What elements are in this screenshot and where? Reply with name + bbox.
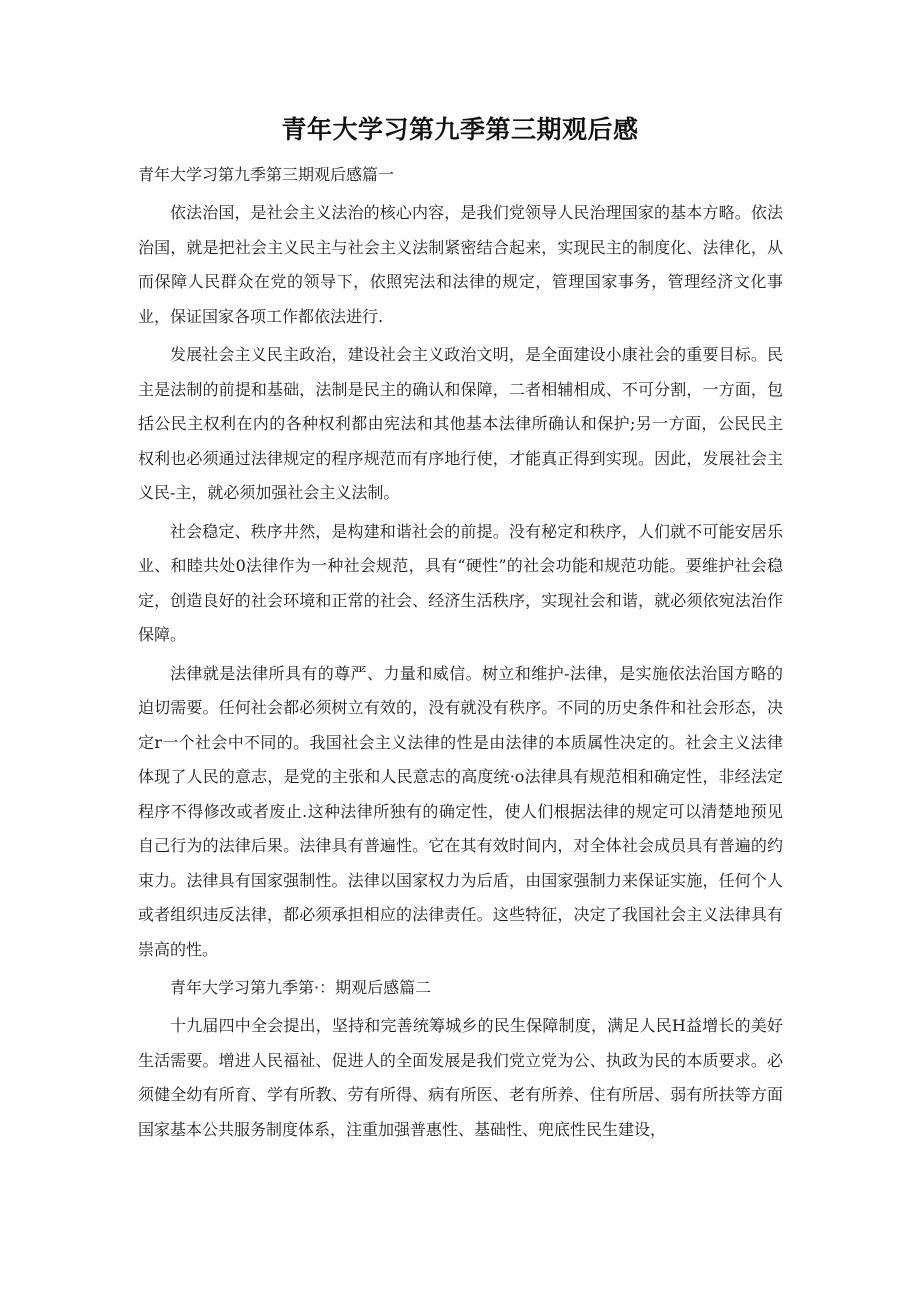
paragraph: 依法治国，是社会主义法治的核心内容，是我们党领导人民治理国家的基本方略。依法治国，就是把社会主义民主与社会主义法制紧密结合起来，实现民主的制度化、法律化，从而保障人民群众在党的领导下，依照宪法和法律的规定，管理国家事务，管理经济文化事业，保证国家各项工作都依法进行. [138, 203, 783, 326]
section-heading-1: 青年大学习第九季第三期观后感篇一 [138, 165, 395, 184]
paragraph: 发展社会主义民主政治，建设社会主义政治文明，是全面建设小康社会的重要目标。民主是法制的前提和基础，法制是民主的确认和保障，二者相辅相成、不可分割，一方面，包括公民主权利在内的各种权利都由宪法和其他基本法律所确认和保护;另一方面，公民民主权利也必须通过法律规定的程序规范而有序地行使，才能真正得到实现。因此，发展社会主义民-主，就必须加强社会主义法制。 [138, 345, 783, 502]
paragraph: 法律就是法律所具有的尊严、力量和威信。树立和维护-法律，是实施依法治国方略的迫切需要。任何社会都必须树立有效的，没有就没有秩序。不同的历史条件和社会形态，决定r一个社会中不同的。我国社会主义法律的性是由法律的本质属性决定的。社会主义法律体现了人民的意志，是党的主张和人民意志的高度统·o法律具有规范相和确定性，非经法定程序不得修改或者废止.这种法律所独有的确定性，使人们根据法律的规定可以清楚地预见自己行为的法律后果。法律具有普遍性。它在其有效时间内，对全体社会成员具有普遍的约束力。法律具有国家强制性。法律以国家权力为后盾，由国家强制力来保证实施，任何个人或者组织违反法律，都必须承担相应的法律责任。这些特征，决定了我国社会主义法律具有崇高的性。 [138, 663, 783, 959]
section-heading-2: 青年大学习第九季第·：期观后感篇二 [170, 978, 432, 997]
document-title: 青年大学习第九季第三期观后感 [281, 115, 639, 144]
paragraph: 十九届四中全会提出，坚持和完善统筹城乡的民生保障制度，满足人民H益增长的美好生活需要。增进人民福祉、促进人的全面发展是我们党立党为公、执政为民的本质要求。必须健全幼有所育、学有所教、劳有所得、病有所医、老有所养、住有所居、弱有所扶等方面国家基本公共服务制度体系，注重加强普惠性、基础性、兜底性民生建设， [138, 1016, 783, 1139]
paragraph: 社会稳定、秩序井然，是构建和谐社会的前提。没有秘定和秩序，人们就不可能安居乐业、和睦共处0法律作为一种社会规范，具有“硬性”的社会功能和规范功能。要维护社会稳定，创造良好的社会环境和正常的社会、经济生活秩序，实现社会和谐，就必须依宛法治作保障。 [138, 521, 783, 644]
document-body [138, 158, 783, 1151]
